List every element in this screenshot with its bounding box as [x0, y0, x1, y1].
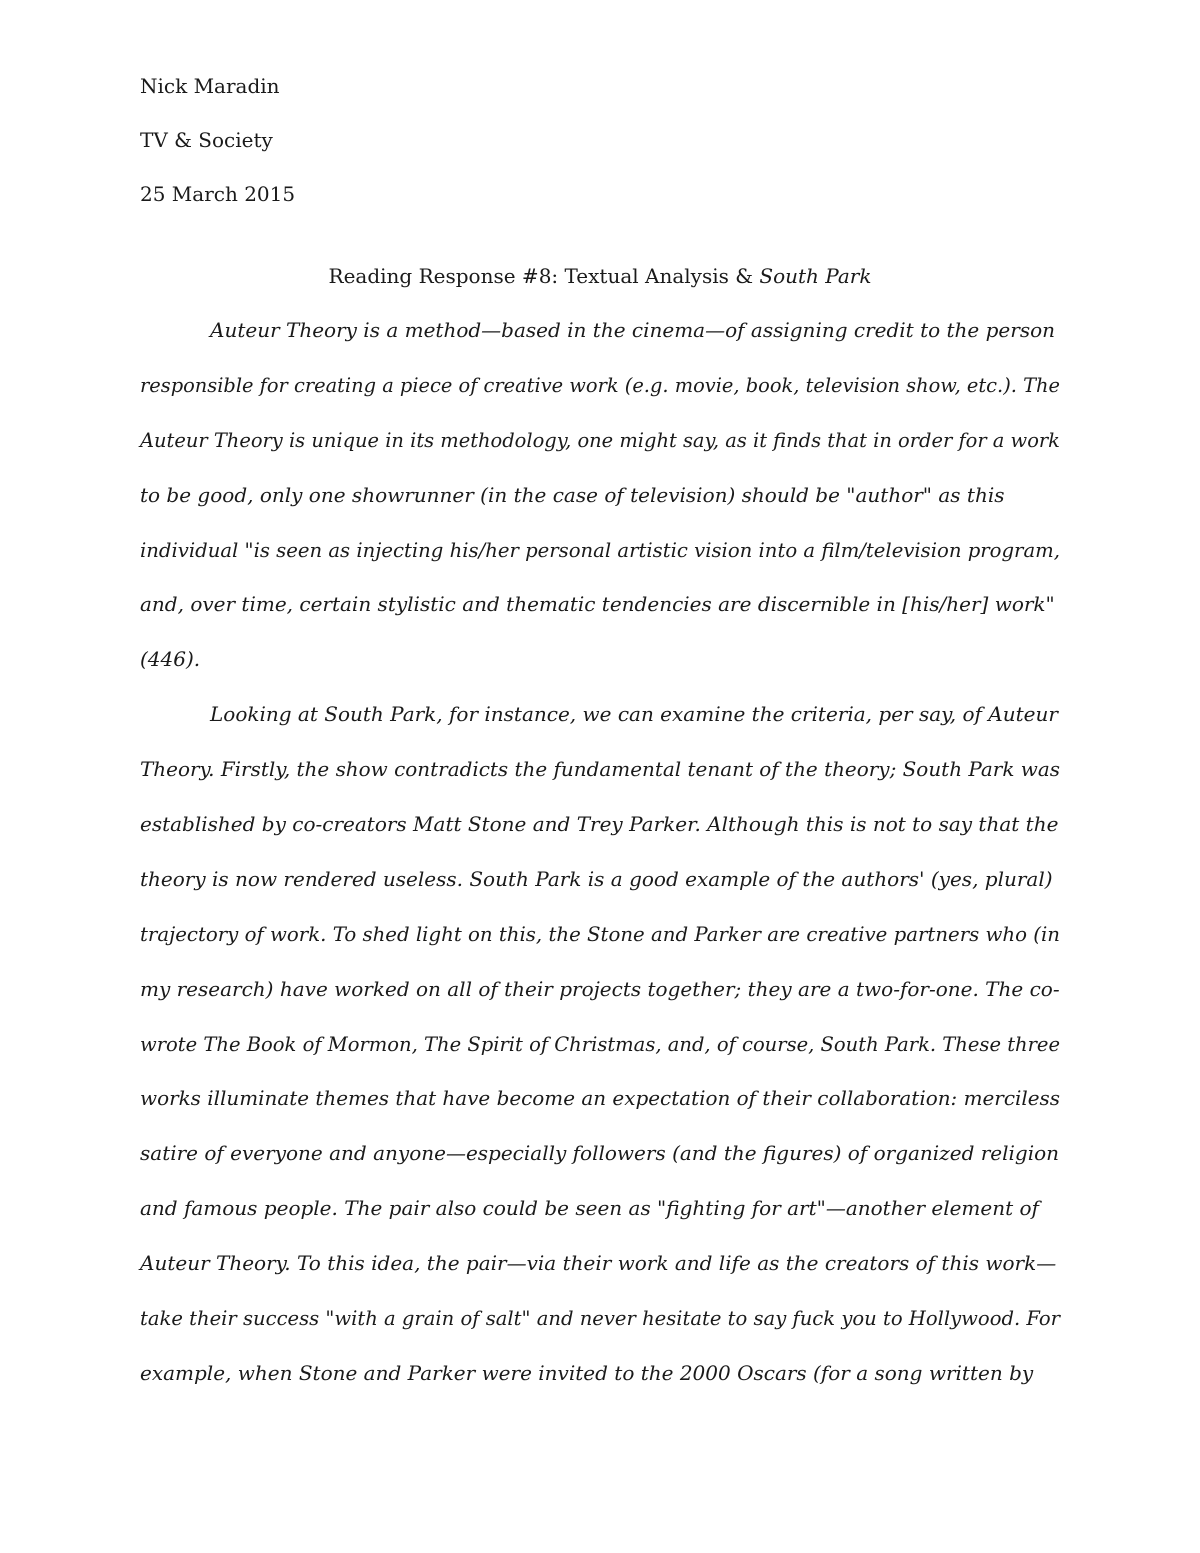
- text-line: responsible for creating a piece of creative work (e.g. movie, book, television show, etc.). The: [140, 372, 1060, 397]
- text-line: individual "is seen as injecting his/her personal artistic vision into a film/television program,: [140, 537, 1061, 562]
- text-line: established by co-creators Matt Stone and Trey Parker. Although this is not to say that the: [140, 812, 1059, 837]
- author-name: Nick Maradin: [140, 74, 280, 98]
- document-body: [140, 316, 1060, 1414]
- text-line: example, when Stone and Parker were invited to the 2000 Oscars (for a song written by: [140, 1360, 1034, 1385]
- text-line: take their success "with a grain of salt" and never hesitate to say fuck you to Hollywood. For: [140, 1306, 1061, 1331]
- text-line: (446).: [140, 647, 201, 672]
- text-line: theory is now rendered useless. South Park is a good example of the authors' (yes, plural): [140, 866, 1053, 891]
- text-line: Auteur Theory is a method—based in the cinema—of assigning credit to the person: [210, 318, 1055, 342]
- text-line: Auteur Theory is unique in its methodology, one might say, as it finds that in order for a work: [140, 427, 1060, 452]
- text-line: works illuminate themes that have become an expectation of their collaboration: merciless: [140, 1086, 1061, 1111]
- text-line: satire of everyone and anyone—especially followers (and the figures) of organized religion: [140, 1141, 1060, 1166]
- text-line: and, over time, certain stylistic and thematic tendencies are discernible in [his/her] work": [140, 592, 1055, 617]
- text-line: Theory. Firstly, the show contradicts the fundamental tenant of the theory; South Park was: [140, 757, 1061, 782]
- text-line: to be good, only one showrunner (in the case of television) should be "author" as this: [140, 482, 1005, 507]
- submission-date: 25 March 2015: [140, 182, 296, 206]
- document-title: [140, 262, 1060, 290]
- text-line: my research) have worked on all of their projects together; they are a two-for-one. The co-: [140, 976, 1060, 1001]
- text-line: and famous people. The pair also could be seen as "fighting for art"—another element of: [140, 1196, 1039, 1221]
- text-line: wrote The Book of Mormon, The Spirit of Christmas, and, of course, South Park. These three: [140, 1031, 1061, 1056]
- paragraph-auteur-theory: [140, 316, 1060, 700]
- text-line: Looking at South Park, for instance, we can examine the criteria, per say, of Auteur: [210, 702, 1058, 727]
- course-name: TV & Society: [140, 128, 273, 152]
- text-line: Auteur Theory. To this idea, the pair—via their work and life as the creators of this work—: [140, 1251, 1057, 1276]
- paragraph-south-park: [140, 700, 1060, 1414]
- title-show-name: South Park: [759, 264, 872, 288]
- title-main: Reading Response #8: Textual Analysis &: [328, 264, 760, 288]
- text-line: trajectory of work. To shed light on this, the Stone and Parker are creative partners who (in: [140, 921, 1060, 946]
